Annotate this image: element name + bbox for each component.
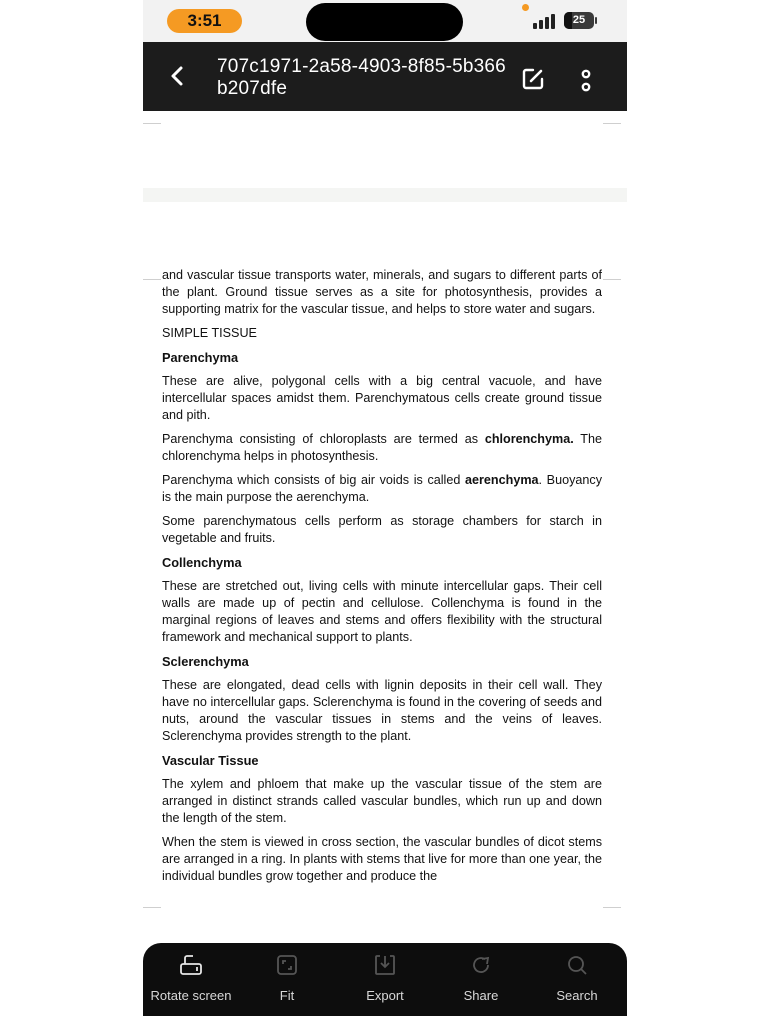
document-title: 707c1971-2a58-4903-8f85-5b366b207dfe (217, 56, 506, 99)
search-icon (565, 953, 589, 977)
page-corner-mark (603, 907, 621, 922)
paragraph-sclerenchyma: These are elongated, dead cells with lignin deposits in their cell wall. They have no intercellular gaps. Sclerenchyma is found in the covering of seeds and nuts, around the vascular tissues in stems and the veins of leaves. Sclerenchyma provides strength to the plant. (162, 678, 602, 743)
heading-collenchyma: Collenchyma (162, 555, 242, 570)
edit-icon[interactable] (521, 67, 545, 91)
search-button[interactable] (527, 943, 627, 1016)
recording-indicator-icon (522, 4, 529, 11)
section-heading-simple-tissue: SIMPLE TISSUE (162, 326, 257, 340)
fit-button[interactable] (239, 943, 335, 1016)
top-app-bar (143, 42, 627, 111)
text-run: Parenchyma consisting of chloroplasts are termed as (162, 432, 485, 446)
more-options-icon[interactable] (579, 68, 593, 94)
signal-icon (533, 13, 559, 29)
page-content (162, 267, 602, 905)
export-icon (373, 953, 397, 977)
paragraph-vascular-1: The xylem and phloem that make up the vascular tissue of the stem are arranged in distinct strands called vascular bundles, which run up and down the length of the stem. (162, 777, 602, 825)
text-run: The chlorenchyma helps in photosynthesis. (162, 432, 602, 463)
paragraph-parenchyma-2 (162, 431, 602, 465)
search-label: Search (556, 988, 598, 1003)
battery-icon (564, 12, 594, 29)
text-run: . Buoyancy is the main purpose the aerenchyma. (162, 473, 602, 504)
bold-term-aerenchyma: aerenchyma (465, 473, 539, 487)
paragraph-parenchyma-3 (162, 472, 602, 506)
fit-icon (275, 953, 299, 977)
document-viewer[interactable] (143, 111, 627, 943)
paragraph-parenchyma-4: Some parenchymatous cells perform as storage chambers for starch in vegetable and fruits. (162, 514, 602, 545)
status-bar (143, 0, 627, 42)
share-button[interactable] (435, 943, 527, 1016)
page-corner-mark (603, 123, 621, 138)
dynamic-island (306, 3, 463, 41)
page-corner-mark (143, 123, 161, 138)
rotate-screen-label: Rotate screen (150, 988, 232, 1003)
fit-label: Fit (279, 988, 295, 1003)
status-time: 3:51 (167, 9, 242, 33)
page-corner-mark (603, 265, 621, 280)
page-corner-mark (143, 265, 161, 280)
rotate-screen-icon (179, 953, 203, 977)
share-icon (469, 953, 493, 977)
page-separator (143, 188, 627, 202)
paragraph-collenchyma: These are stretched out, living cells with minute intercellular gaps. Their cell walls are made up of pectin and cellulose. Collenchyma is found in the marginal regions of leaves and stems and offers flexibility with the structural framework and mechanical support to plants. (162, 579, 602, 644)
back-arrow-icon[interactable] (165, 62, 189, 90)
heading-sclerenchyma: Sclerenchyma (162, 654, 249, 669)
text-run: Parenchyma which consists of big air voids is called (162, 473, 466, 487)
heading-parenchyma: Parenchyma (162, 350, 239, 365)
export-label: Export (366, 988, 404, 1003)
rotate-screen-button[interactable] (143, 943, 239, 1016)
bottom-toolbar (143, 943, 627, 1016)
phone-screen (143, 0, 627, 1016)
share-label: Share (463, 988, 499, 1003)
paragraph-intro: and vascular tissue transports water, minerals, and sugars to different parts of the plant. Ground tissue serves as a site for photosynthesis, provides a supporting matrix for the vascular tissue, and helps to store water and sugars. (162, 268, 602, 316)
paragraph-vascular-2: When the stem is viewed in cross section, the vascular bundles of dicot stems are arranged in a ring. In plants with stems that live for more than one year, the individual bundles grow together and produce the (162, 835, 602, 883)
page-corner-mark (143, 907, 161, 922)
heading-vascular-tissue: Vascular Tissue (162, 753, 259, 768)
paragraph-parenchyma-1: These are alive, polygonal cells with a big central vacuole, and have intercellular spaces amidst them. Parenchymatous cells create ground tissue and pith. (162, 374, 602, 422)
battery-level: 25 (572, 14, 586, 26)
bold-term-chlorenchyma: chlorenchyma. (484, 432, 574, 446)
export-button[interactable] (335, 943, 435, 1016)
